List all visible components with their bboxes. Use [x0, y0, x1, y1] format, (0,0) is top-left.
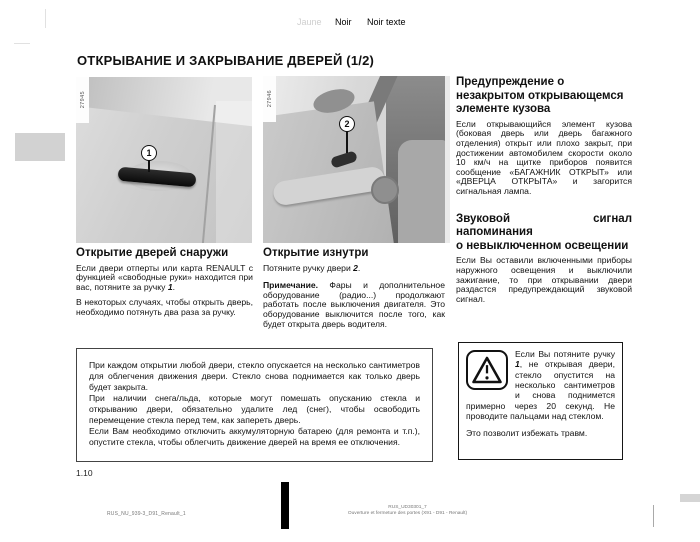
paragraph — [263, 264, 445, 274]
section-opening-outside — [76, 247, 253, 324]
text-run: Если двери отперты или карта RENAULT с функцией «свободные руки» находится при вас, потяните за ручку — [76, 262, 253, 292]
corner-grey-mark — [680, 494, 700, 502]
text-run: . — [357, 262, 361, 273]
heading-line: о невыключенном освещении — [456, 239, 629, 252]
print-file-reference: RUS_NU_939-3_D91_Renault_1 — [107, 511, 186, 517]
doc-ref-line: Ouverture et fermeture des portes (X91 - D91 - Renault) — [347, 511, 468, 517]
heading-line: Предупреждение о — [456, 76, 565, 88]
handle-number-ref: 2 — [353, 262, 358, 273]
chapter-side-tab — [15, 133, 65, 161]
safety-warning-box — [458, 342, 623, 460]
section-right-column — [456, 76, 632, 311]
proof-label-jaune: Jaune — [297, 17, 322, 27]
text-run: Фары и дополнительное оборудование (радио...) продолжают работать после выключения двигателя. Это оборудование выключится после того, как будет открыта дверь водителя. — [263, 280, 445, 329]
paragraph: Если Вам необходимо отключить аккумуляторную батарею (для ремонта и т.п.), опустите стекла, чтобы облегчить движение дверей на время ее отключения. — [89, 426, 420, 447]
print-registration-bar — [281, 482, 289, 529]
section-heading: Открытие изнутри — [263, 247, 369, 259]
page-title: ОТКРЫВАНИЕ И ЗАКРЫВАНИЕ ДВЕРЕЙ (1/2) — [77, 53, 375, 68]
paragraph: При наличии снега/льда, которые могут помешать опусканию стекла и открыванию двери, обязательно удалите лед (снег), чтобы освободить перемещение стекла перед тем, как запереть дверь. — [89, 393, 420, 425]
section-heading: Открытие дверей снаружи — [76, 247, 229, 259]
callout-2: 2 — [339, 116, 355, 132]
paragraph: Если открывающийся элемент кузова (боковая дверь или дверь багажного отделения) открыт или плохо закрыт, при достижении автомобилем скорости около 10 км/ч на щитке приборов появится сообщение «БАГАЖНИК ОТКРЫТ» или «ДВЕРЦА ОТКРЫТА» и загорится сигнальная лампа. — [456, 118, 632, 197]
paragraph: Это позволит избежать травм. — [466, 428, 588, 439]
bright-door-edge — [445, 76, 450, 243]
paragraph: В некоторых случаях, чтобы открыть дверь, необходимо потянуть два раза за ручку. — [76, 297, 253, 318]
warning-triangle-glyph — [470, 355, 504, 385]
note-label: Примечание. — [263, 280, 319, 291]
crop-mark-vertical — [45, 9, 46, 28]
page-number: 1.10 — [76, 468, 93, 478]
text-run: , не открывая двери, стекло опустится на несколько сантиметров и снова поднимется примерно через 20 секунд. Не проводите пальцами над стеклом. — [466, 359, 615, 421]
heading-line: Звуковой сигнал напоминания — [456, 212, 632, 239]
heading-line: незакрытом открывающемся — [456, 89, 624, 102]
section-opening-inside — [263, 247, 445, 335]
right-margin-tick — [653, 505, 654, 527]
crop-mark-horizontal — [14, 43, 30, 44]
proof-label-noir-texte: Noir texte — [367, 17, 406, 27]
figure-ref-number: 27945 — [79, 91, 86, 109]
figure-door-interior — [263, 76, 450, 243]
figure-ref-strip — [263, 76, 276, 122]
callout-2-line — [346, 131, 348, 153]
doc-ref-line: RUS_UD30301_7 — [388, 505, 427, 510]
callout-1: 1 — [141, 145, 157, 161]
paragraph: При каждом открытии любой двери, стекло опускается на несколько сантиметров для облегчения движения двери. Стекло снова поднимается как только дверь будет закрыта. — [89, 360, 420, 392]
heading-line: элементе кузова — [456, 103, 551, 116]
seat-area — [398, 140, 448, 243]
document-reference — [330, 505, 485, 518]
door-speaker — [371, 176, 399, 204]
text-run: Потяните ручку двери — [263, 262, 354, 273]
window-drop-info-box — [76, 348, 433, 462]
text-run: Если Вы потяните ручку — [515, 349, 615, 359]
figure-ref-strip — [76, 77, 89, 123]
text-run: . — [172, 281, 175, 292]
rear-panel-area — [216, 101, 252, 243]
lights-reminder-heading — [456, 213, 632, 254]
figure-door-exterior — [76, 77, 252, 243]
paragraph: Если Вы оставили включенными приборы наружного освещения и выключили зажигание, то при открывании двери раздастся предупреждающий звуковой сигнал. — [456, 255, 632, 304]
open-element-warning-heading — [456, 76, 632, 117]
proof-label-noir: Noir — [335, 17, 352, 27]
note-paragraph — [263, 281, 445, 329]
door-edge-line — [202, 105, 216, 243]
handle-number-ref: 1 — [515, 359, 520, 370]
warning-triangle-icon — [466, 350, 508, 390]
paragraph — [76, 264, 253, 293]
figure-ref-number: 27946 — [266, 90, 273, 108]
handle-number-ref: 1 — [167, 281, 173, 292]
